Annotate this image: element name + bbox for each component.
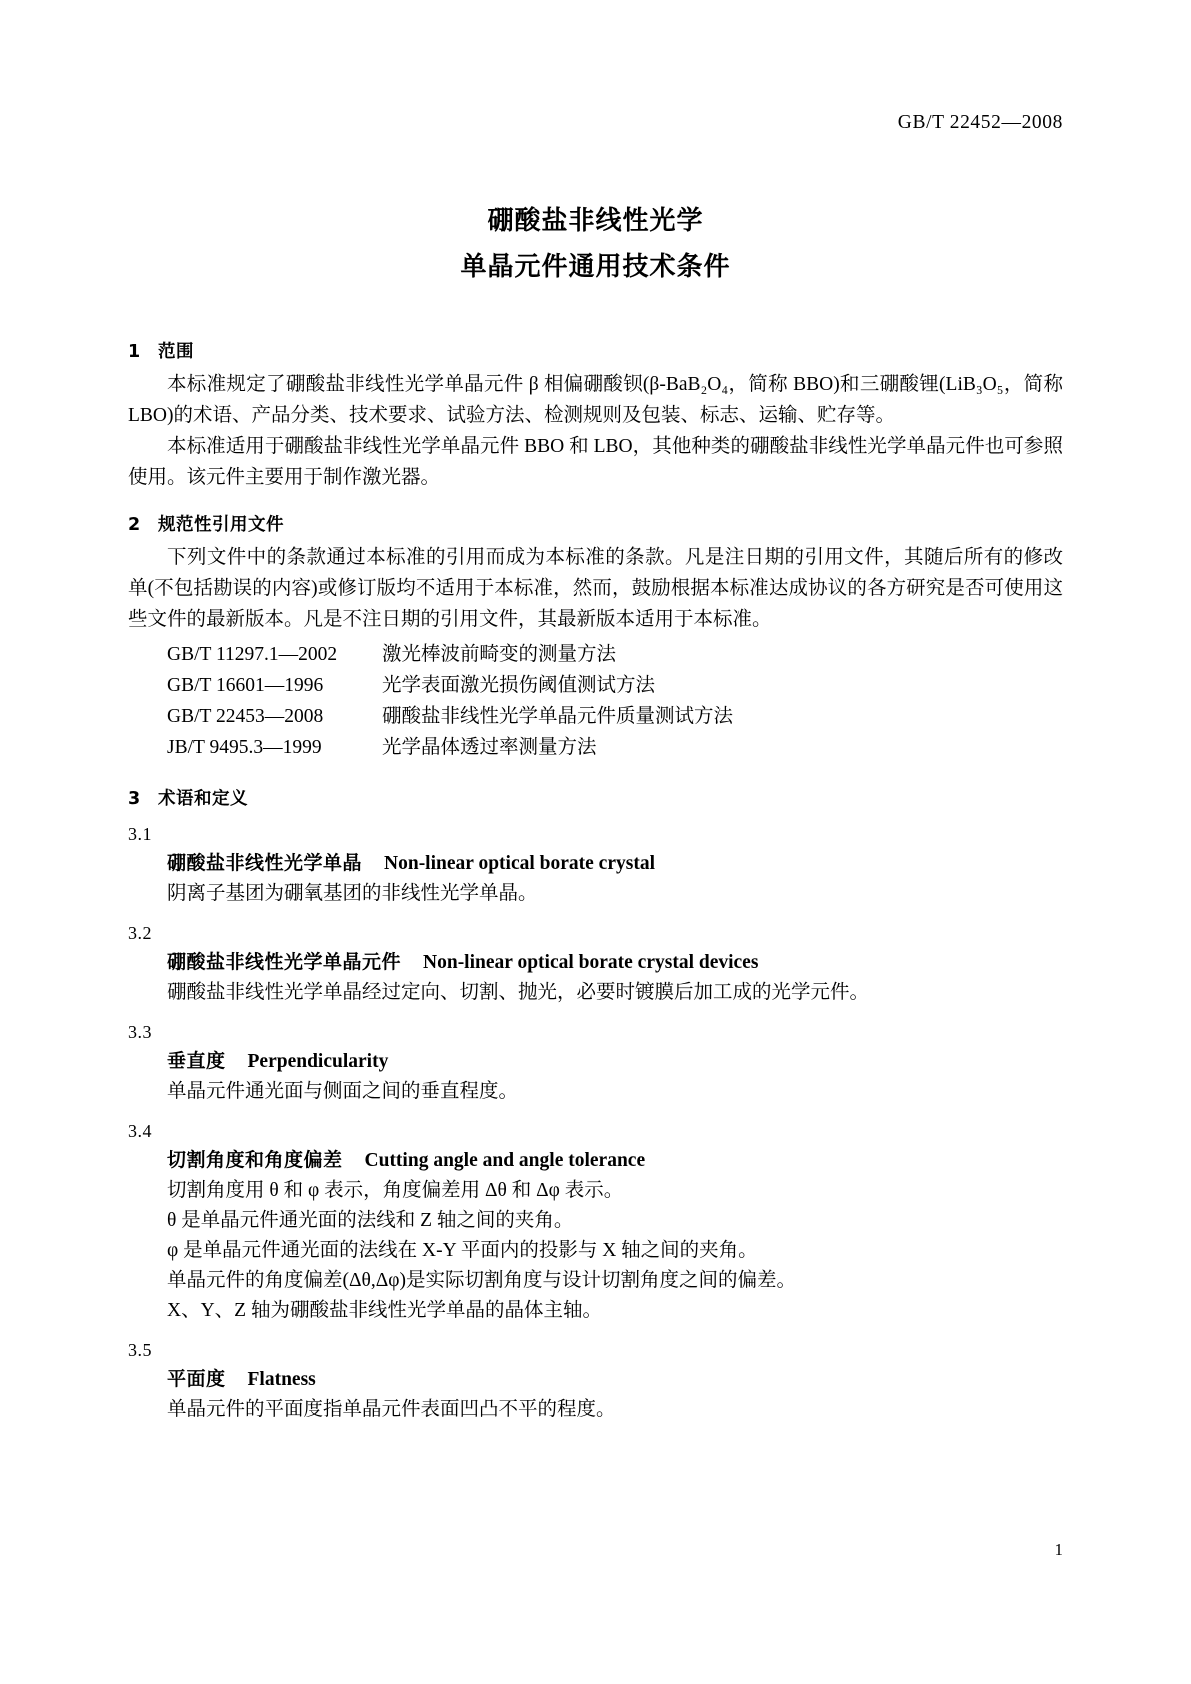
list-item [128, 670, 1063, 701]
reference-title: 光学表面激光损伤阈值测试方法 [382, 675, 656, 696]
term-name-en: Perpendicularity [247, 1051, 389, 1072]
list-item [128, 701, 1063, 732]
page-title [128, 198, 1063, 290]
term-name-cn: 垂直度 [167, 1050, 226, 1072]
term-entry [128, 1340, 1063, 1425]
reference-code: JB/T 9495.3—1999 [167, 737, 322, 758]
term-definition: 切割角度用 θ 和 φ 表示，角度偏差用 Δθ 和 Δφ 表示。 [167, 1180, 624, 1201]
term-entry [128, 923, 1063, 1008]
term-entry [128, 1022, 1063, 1107]
list-item [128, 732, 1063, 763]
section-terms-and-definitions [128, 785, 1063, 1425]
term-definition: 单晶元件通光面与侧面之间的垂直程度。 [167, 1081, 519, 1102]
term-definition: φ 是单晶元件通光面的法线在 X-Y 平面内的投影与 X 轴之间的夹角。 [167, 1240, 758, 1261]
term-name-en: Non-linear optical borate crystal devices [423, 952, 759, 973]
reference-title: 激光棒波前畸变的测量方法 [382, 644, 617, 665]
section-scope-number: 1 [128, 342, 141, 362]
section-scope [128, 338, 1063, 493]
document-body [128, 338, 1063, 1425]
page-content-area [128, 0, 1063, 1684]
normative-reference-list [128, 639, 1063, 763]
term-heading [128, 947, 1063, 978]
section-terms-heading [128, 785, 1063, 810]
reference-code: GB/T 16601—1996 [167, 675, 324, 696]
section-refs-number: 2 [128, 515, 141, 535]
term-entry [128, 1121, 1063, 1326]
section-terms-title: 术语和定义 [158, 789, 248, 809]
section-normative-references [128, 511, 1063, 763]
section-scope-title: 范围 [158, 342, 194, 362]
reference-title: 光学晶体透过率测量方法 [382, 737, 597, 758]
term-entry [128, 824, 1063, 909]
reference-code: GB/T 11297.1—2002 [167, 644, 338, 665]
title-line-2: 单晶元件通用技术条件 [460, 252, 731, 282]
term-definition: θ 是单晶元件通光面的法线和 Z 轴之间的夹角。 [167, 1210, 574, 1231]
section-scope-heading [128, 338, 1063, 363]
list-item [128, 639, 1063, 670]
term-heading [128, 848, 1063, 879]
term-number: 3.5 [128, 1340, 152, 1360]
term-number: 3.3 [128, 1022, 152, 1042]
section-refs-title: 规范性引用文件 [158, 515, 284, 535]
section-terms-number: 3 [128, 789, 141, 809]
term-name-en: Flatness [247, 1369, 316, 1390]
section-refs-paragraph-1: 下列文件中的条款通过本标准的引用而成为本标准的条款。凡是注日期的引用文件，其随后所有的修改单(不包括勘误的内容)或修订版均不适用于本标准，然而，鼓励根据本标准达成协议的各方研究是否可使用这些文件的最新版本。凡是不注日期的引用文件，其最新版本适用于本标准。 [128, 547, 1063, 630]
title-line-1: 硼酸盐非线性光学 [487, 206, 704, 236]
term-name-cn: 硼酸盐非线性光学单晶 [167, 852, 363, 874]
reference-code: GB/T 22453—2008 [167, 706, 324, 727]
term-name-cn: 切割角度和角度偏差 [167, 1149, 343, 1171]
term-number: 3.2 [128, 923, 152, 943]
term-name-en: Non-linear optical borate crystal [384, 853, 655, 874]
term-heading [128, 1145, 1063, 1176]
term-number: 3.1 [128, 824, 152, 844]
section-refs-heading [128, 511, 1063, 536]
term-heading [128, 1364, 1063, 1395]
term-name-cn: 平面度 [167, 1368, 226, 1390]
term-definition: 硼酸盐非线性光学单晶经过定向、切割、抛光，必要时镀膜后加工成的光学元件。 [167, 982, 870, 1003]
page-number: 1 [1054, 1540, 1063, 1559]
section-scope-paragraph-1: 本标准规定了硼酸盐非线性光学单晶元件 β 相偏硼酸钡(β-BaB₂O₄，简称 BBO)和三硼酸锂(LiB₃O₅，简称 LBO)的术语、产品分类、技术要求、试验方法、检测规则及包装、标志、运输、贮存等。 [128, 374, 1063, 426]
term-definition: 单晶元件的平面度指单晶元件表面凹凸不平的程度。 [167, 1399, 616, 1420]
term-name-en: Cutting angle and angle tolerance [364, 1150, 646, 1171]
term-heading [128, 1046, 1063, 1077]
term-number: 3.4 [128, 1121, 152, 1141]
term-definition: X、Y、Z 轴为硼酸盐非线性光学单晶的晶体主轴。 [167, 1300, 602, 1321]
reference-title: 硼酸盐非线性光学单晶元件质量测试方法 [382, 706, 734, 727]
standard-number: GB/T 22452—2008 [897, 112, 1063, 133]
term-definition: 单晶元件的角度偏差(Δθ,Δφ)是实际切割角度与设计切割角度之间的偏差。 [167, 1270, 797, 1291]
term-definition: 阴离子基团为硼氧基团的非线性光学单晶。 [167, 883, 538, 904]
term-name-cn: 硼酸盐非线性光学单晶元件 [167, 951, 402, 973]
section-scope-paragraph-2: 本标准适用于硼酸盐非线性光学单晶元件 BBO 和 LBO，其他种类的硼酸盐非线性光学单晶元件也可参照使用。该元件主要用于制作激光器。 [128, 436, 1063, 488]
